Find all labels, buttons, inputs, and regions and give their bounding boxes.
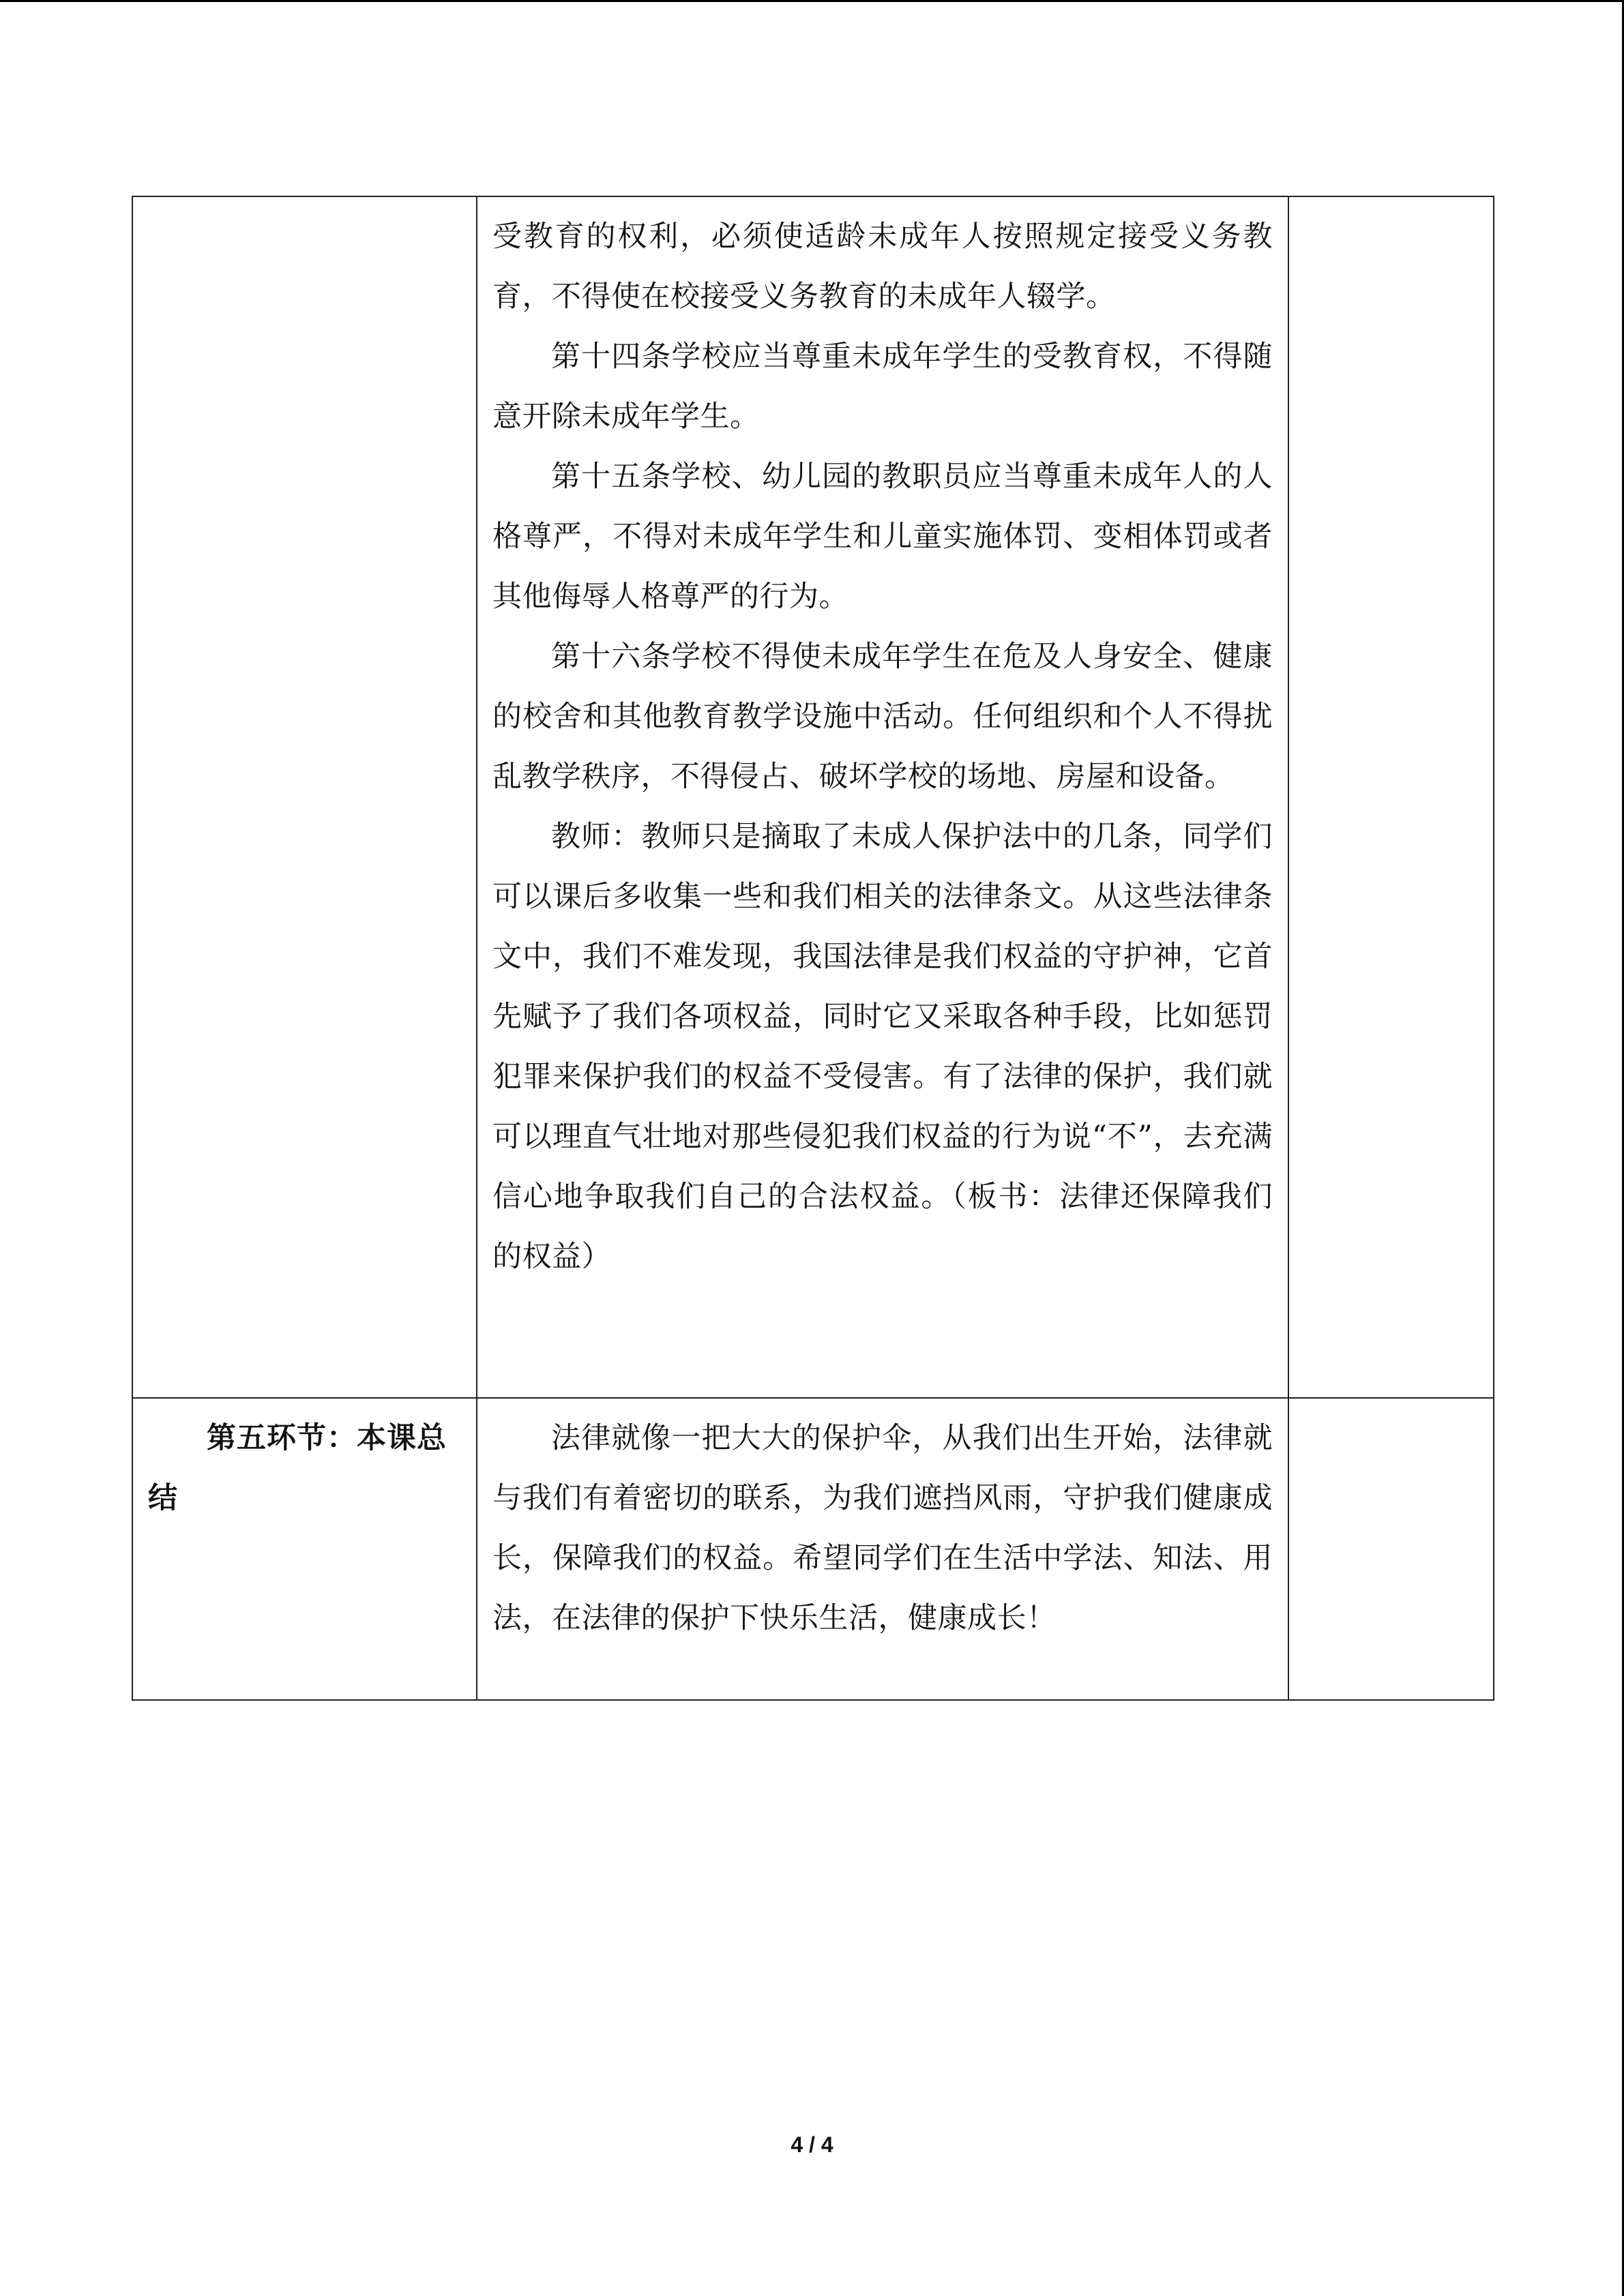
page-number: 4 / 4: [791, 2132, 833, 2157]
content-paragraph: 第十五条学校、幼儿园的教职员应当尊重未成年人的人格尊严，不得对未成年学生和儿童实施体罚、变相体罚或者其他侮辱人格尊严的行为。: [492, 460, 1273, 614]
content-paragraph: 受教育的权利，必须使适龄未成年人按照规定接受义务教育，不得使在校接受义务教育的未成年人辍学。: [492, 220, 1273, 314]
stage-cell: [132, 1398, 477, 1700]
content-cell: [477, 196, 1288, 1398]
stage-cell: [132, 196, 477, 1398]
page-border-top: [0, 0, 1624, 2]
notes-cell: [1288, 1398, 1494, 1700]
notes-cell: [1288, 196, 1494, 1398]
lesson-plan-table: [132, 196, 1494, 1701]
stage-title: 第五环节：本课总结: [148, 1421, 447, 1515]
content-paragraph: 第十四条学校应当尊重未成年学生的受教育权，不得随意开除未成年学生。: [492, 340, 1273, 434]
table-row: [132, 196, 1494, 1398]
content-paragraph: 第十六条学校不得使未成年学生在危及人身安全、健康的校舍和其他教育教学设施中活动。任何组织和个人不得扰乱教学秩序，不得侵占、破坏学校的场地、房屋和设备。: [492, 640, 1273, 794]
content-paragraph: 法律就像一把大大的保护伞，从我们出生开始，法律就与我们有着密切的联系，为我们遮挡风雨，守护我们健康成长，保障我们的权益。希望同学们在生活中学法、知法、用法，在法律的保护下快乐生活，健康成长！: [492, 1421, 1273, 1635]
content-cell: [477, 1398, 1288, 1700]
table-row: [132, 1398, 1494, 1700]
content-paragraph: 教师：教师只是摘取了未成人保护法中的几条，同学们可以课后多收集一些和我们相关的法律条文。从这些法律条文中，我们不难发现，我国法律是我们权益的守护神，它首先赋予了我们各项权益，同时它又采取各种手段，比如惩罚犯罪来保护我们的权益不受侵害。有了法律的保护，我们就可以理直气壮地对那些侵犯我们权益的行为说“不”，去充满信心地争取我们自己的合法权益。（板书：法律还保障我们的权益）: [492, 820, 1273, 1274]
